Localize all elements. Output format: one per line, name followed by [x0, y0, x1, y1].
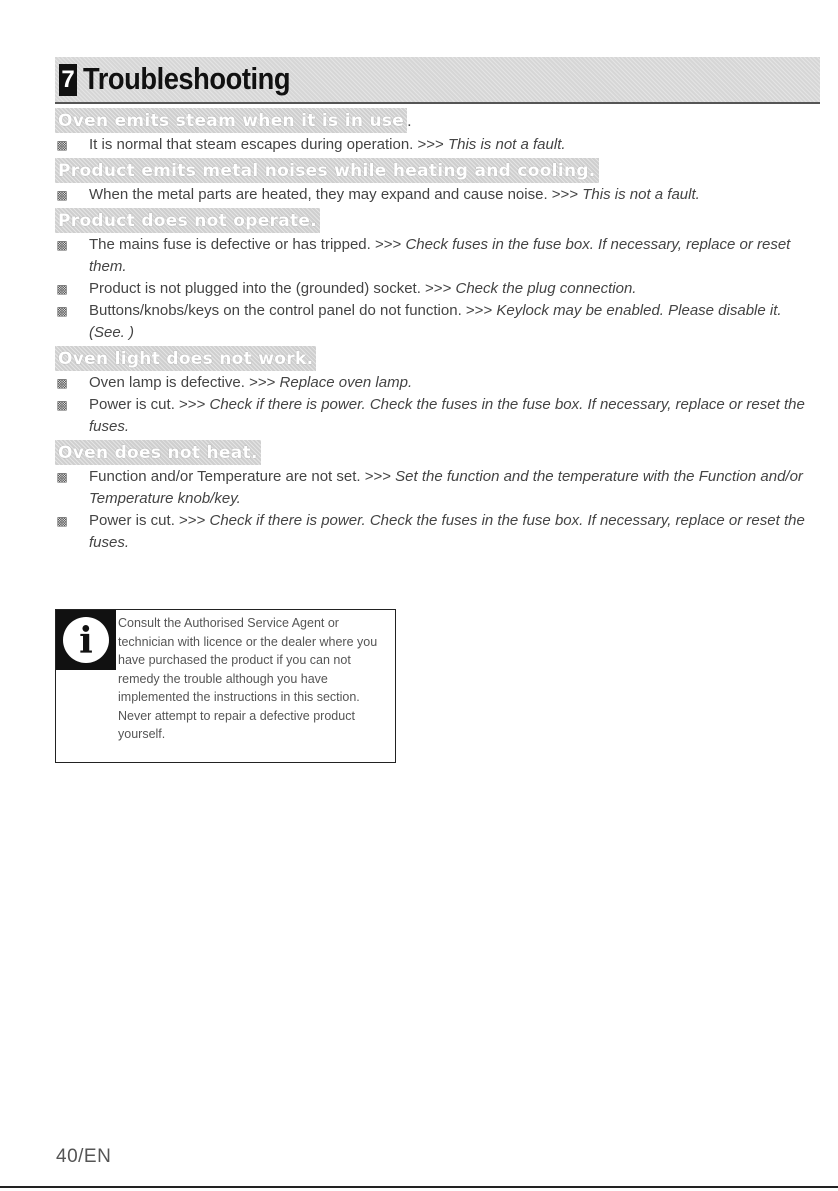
info-icon	[56, 610, 116, 670]
section-heading: Product does not operate.	[55, 208, 320, 233]
arrow-separator: >>>	[249, 374, 276, 391]
bullet-icon: ▩	[56, 238, 68, 252]
list-item	[55, 134, 815, 156]
arrow-separator: >>>	[364, 468, 391, 485]
info-note-text: Consult the Authorised Service Agent or technician with licence or the dealer where you have purchased the product if you can not remedy the trouble although you have implemented the instructions in this section. Never attempt to repair a defective product yourself.	[118, 616, 378, 741]
bottom-rule	[0, 1186, 838, 1188]
arrow-separator: >>>	[425, 280, 452, 297]
bullet-icon: ▩	[56, 304, 68, 318]
problem-text: Function and/or Temperature are not set.	[89, 468, 361, 485]
remedy-text: Check the plug connection.	[455, 280, 637, 297]
info-note-box	[55, 609, 396, 763]
problem-text: Power is cut.	[89, 512, 175, 529]
list-item	[55, 300, 815, 344]
problem-text: Power is cut.	[89, 396, 175, 413]
problem-text: The mains fuse is defective or has tripped.	[89, 236, 371, 253]
problem-text: When the metal parts are heated, they may expand and cause noise.	[89, 186, 548, 203]
list-item	[55, 510, 815, 554]
remedy-text: Set the function and the temperature with the Function and/or Temperature knob/key.	[89, 468, 803, 507]
item-list	[55, 372, 815, 438]
remedy-text: This is not a fault.	[447, 136, 566, 153]
info-icon-glyph: i	[79, 620, 93, 662]
remedy-text: Check if there is power. Check the fuses in the fuse box. If necessary, replace or reset the fuses.	[89, 396, 805, 435]
arrow-separator: >>>	[179, 512, 206, 529]
bullet-icon: ▩	[56, 514, 68, 528]
remedy-text: Check if there is power. Check the fuses in the fuse box. If necessary, replace or reset the fuses.	[89, 512, 805, 551]
bullet-icon: ▩	[56, 470, 68, 484]
section-heading: Oven light does not work.	[55, 346, 316, 371]
section-heat	[55, 440, 815, 554]
remedy-text: Replace oven lamp.	[279, 374, 413, 391]
section-light	[55, 346, 815, 438]
remedy-text: Check fuses in the fuse box. If necessary, replace or reset them.	[89, 236, 791, 275]
chapter-number-badge: 7	[59, 64, 77, 96]
remedy-text: Keylock may be enabled. Please disable it. (See. )	[89, 302, 782, 341]
heading-suffix: .	[407, 113, 412, 130]
bullet-icon: ▩	[56, 188, 68, 202]
page-title: Troubleshooting	[83, 61, 291, 96]
item-list	[55, 234, 815, 344]
section-heading: Oven does not heat.	[55, 440, 261, 465]
arrow-separator: >>>	[374, 236, 402, 253]
bullet-icon: ▩	[56, 138, 68, 152]
problem-text: Oven lamp is defective.	[89, 374, 245, 391]
troubleshooting-content	[55, 108, 815, 556]
arrow-separator: >>>	[551, 186, 579, 203]
section-steam	[55, 108, 815, 156]
problem-text: It is normal that steam escapes during operation.	[89, 136, 414, 153]
arrow-separator: >>>	[465, 302, 493, 319]
list-item	[55, 372, 815, 394]
list-item	[55, 184, 815, 206]
bullet-icon: ▩	[56, 282, 68, 296]
section-heading: Oven emits steam when it is in use	[55, 108, 407, 133]
item-list	[55, 134, 815, 156]
list-item	[55, 234, 815, 278]
list-item	[55, 278, 815, 300]
problem-text: Product is not plugged into the (grounded) socket.	[89, 280, 421, 297]
section-does-not-operate	[55, 208, 815, 344]
section-metal-noises	[55, 158, 815, 206]
list-item	[55, 394, 815, 438]
arrow-separator: >>>	[179, 396, 206, 413]
list-item	[55, 466, 815, 510]
section-heading: Product emits metal noises while heating and cooling.	[55, 158, 599, 183]
bullet-icon: ▩	[56, 376, 68, 390]
chapter-title-bar	[55, 57, 820, 104]
item-list	[55, 466, 815, 554]
bullet-icon: ▩	[56, 398, 68, 412]
item-list	[55, 184, 815, 206]
remedy-text: This is not a fault.	[582, 186, 700, 203]
arrow-separator: >>>	[417, 136, 444, 153]
problem-text: Buttons/knobs/keys on the control panel do not function.	[89, 302, 462, 319]
page-number: 40/EN	[56, 1146, 112, 1167]
